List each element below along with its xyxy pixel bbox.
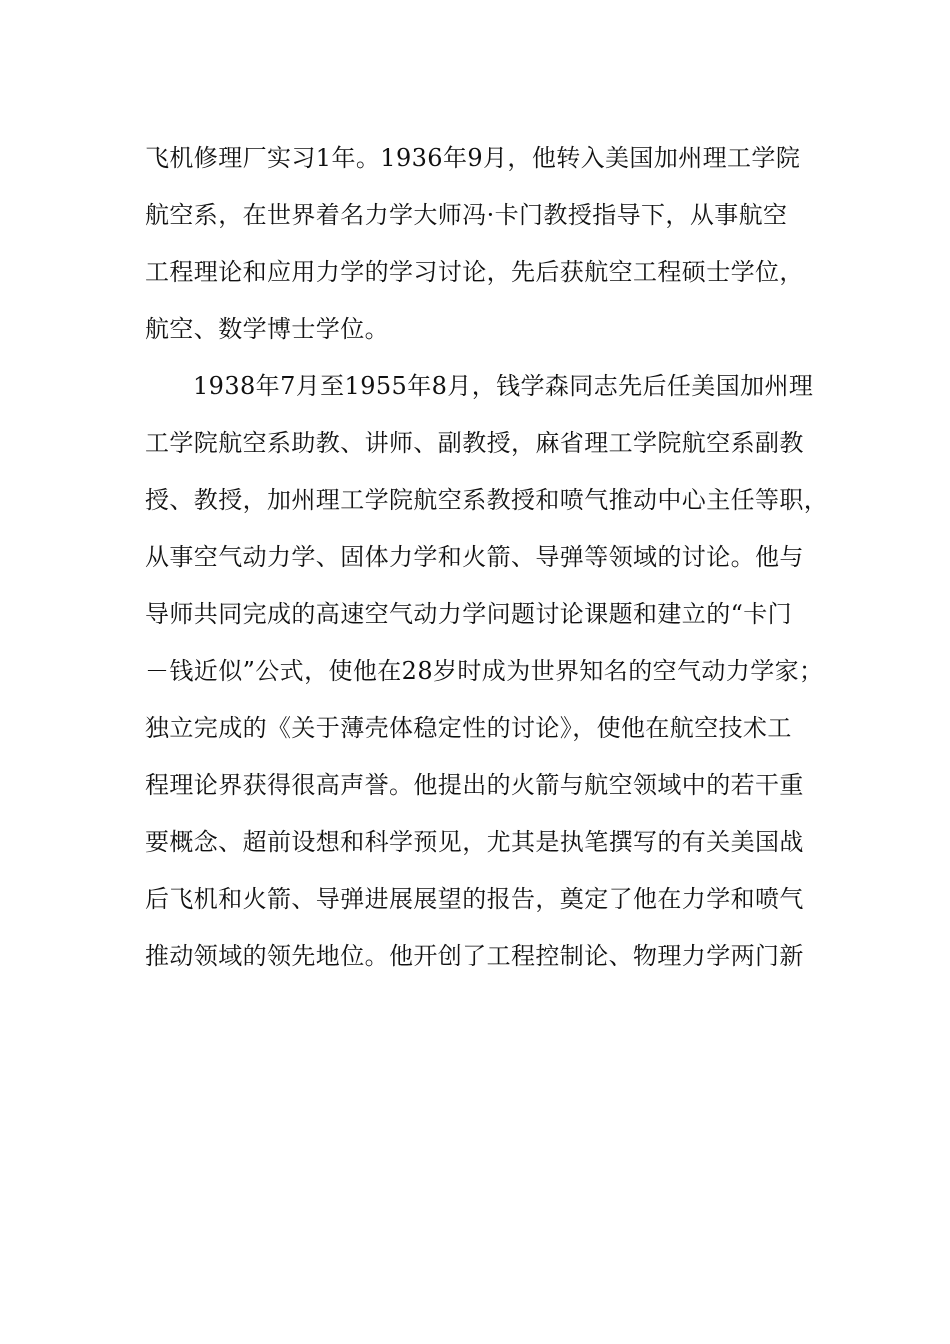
text-line-10: －钱近似”公式，使他在28岁时成为世界知名的空气动力学家；	[145, 657, 824, 685]
text-line-8: 从事空气动力学、固体力学和火箭、导弹等领域的讨论。他与	[145, 543, 804, 571]
text-line-11: 独立完成的《关于薄壳体稳定性的讨论》，使他在航空技术工	[145, 714, 792, 742]
text-line-1: 飞机修理厂实习1年。1936年9月，他转入美国加州理工学院	[145, 144, 801, 172]
text-line-9: 导师共同完成的高速空气动力学问题讨论课题和建立的“卡门	[145, 600, 793, 628]
text-line-6: 工学院航空系助教、讲师、副教授，麻省理工学院航空系副教	[145, 429, 804, 457]
text-line-4: 航空、数学博士学位。	[145, 315, 389, 343]
text-line-15: 推动领域的领先地位。他开创了工程控制论、物理力学两门新	[145, 942, 804, 970]
body-text	[145, 130, 829, 985]
text-line-13: 要概念、超前设想和科学预见，尤其是执笔撰写的有关美国战	[145, 828, 804, 856]
text-line-12: 程理论界获得很高声誉。他提出的火箭与航空领域中的若干重	[145, 771, 804, 799]
text-line-14: 后飞机和火箭、导弹进展展望的报告，奠定了他在力学和喷气	[145, 885, 804, 913]
text-line-3: 工程理论和应用力学的学习讨论，先后获航空工程硕士学位，	[145, 258, 804, 286]
text-line-5: 1938年7月至1955年8月，钱学森同志先后任美国加州理	[193, 372, 814, 400]
text-line-7: 授、教授，加州理工学院航空系教授和喷气推动中心主任等职，	[145, 486, 829, 514]
text-line-2: 航空系，在世界着名力学大师冯·卡门教授指导下，从事航空	[145, 201, 788, 229]
